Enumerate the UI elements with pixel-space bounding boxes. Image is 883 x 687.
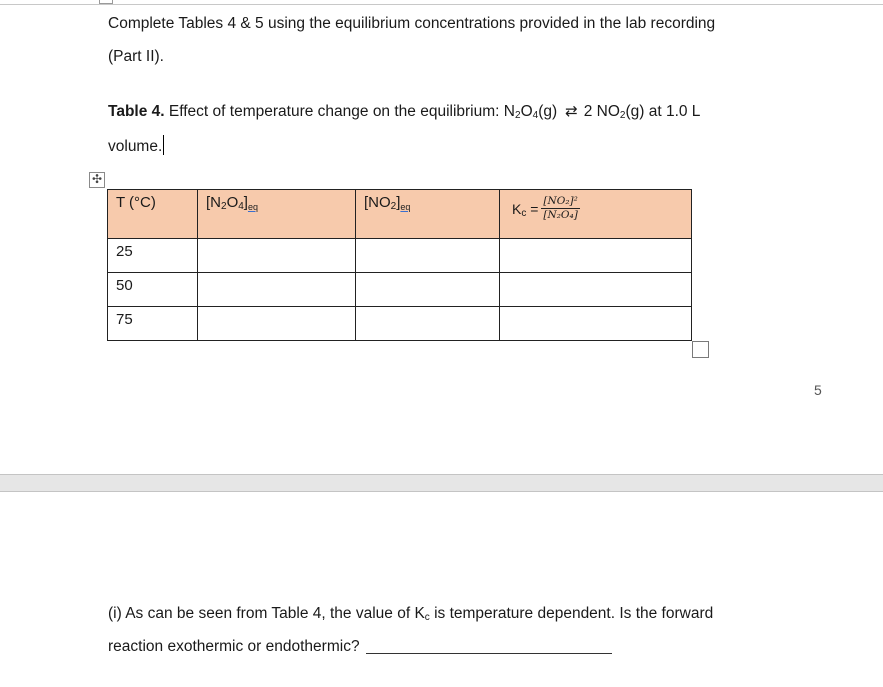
kc-denominator: [N₂O₄] (543, 209, 578, 221)
table-move-handle-icon[interactable]: ✣ (89, 172, 105, 188)
cell-kc[interactable] (500, 273, 692, 307)
cell-n2o4[interactable] (198, 307, 356, 341)
table-caption-line-2[interactable]: volume. (108, 135, 164, 157)
cell-temperature[interactable]: 75 (108, 307, 198, 341)
page-corner-mark (99, 0, 113, 4)
table-caption-label: Table 4. (108, 103, 165, 120)
cell-no2[interactable] (356, 239, 500, 273)
table-row (108, 239, 692, 273)
header-kc (500, 190, 692, 239)
page-number: 5 (814, 382, 822, 398)
answer-blank[interactable] (366, 638, 612, 654)
page-top-edge (0, 4, 883, 5)
question-line-1: (i) As can be seen from Table 4, the value of $K_c$ is temperature dependent. Is the forward (108, 605, 714, 623)
table-4 (107, 189, 692, 341)
cell-kc[interactable] (500, 239, 692, 273)
table-header-row (108, 190, 692, 239)
header-n2o4: $[N_2O_4]_{eq}$ (198, 190, 356, 239)
caption-text: Effect of temperature change on the equilibrium: (168, 103, 500, 120)
caption-no2: 2 $NO_2(g)$ at 1.0 L (583, 103, 701, 121)
kc-label: $K_c$ = (512, 200, 539, 219)
intro-line-2: (Part II). (108, 48, 164, 65)
cell-temperature[interactable]: 50 (108, 273, 198, 307)
cell-no2[interactable] (356, 273, 500, 307)
cell-n2o4[interactable] (198, 273, 356, 307)
kc-fraction (541, 195, 579, 222)
table-row (108, 273, 692, 307)
table-caption (108, 102, 700, 122)
caption-n2o4: $N_2O_4(g)$ (503, 103, 558, 121)
cell-temperature[interactable]: 25 (108, 239, 198, 273)
equilibrium-arrow-icon: ⇄ (565, 103, 578, 120)
question-line-2: reaction exothermic or endothermic? (108, 637, 612, 657)
cell-n2o4[interactable] (198, 239, 356, 273)
cell-kc[interactable] (500, 307, 692, 341)
intro-line-1: Complete Tables 4 & 5 using the equilibrium concentrations provided in the lab recording (108, 15, 716, 32)
table-row (108, 307, 692, 341)
header-no2: $[NO_2]_{eq}$ (356, 190, 500, 239)
header-temperature: T (°C) (108, 190, 198, 239)
page-break-gap (0, 474, 883, 492)
text-cursor (163, 135, 164, 155)
cell-no2[interactable] (356, 307, 500, 341)
kc-numerator: [NO₂]² (543, 195, 578, 207)
table-resize-handle-icon[interactable] (692, 341, 709, 358)
